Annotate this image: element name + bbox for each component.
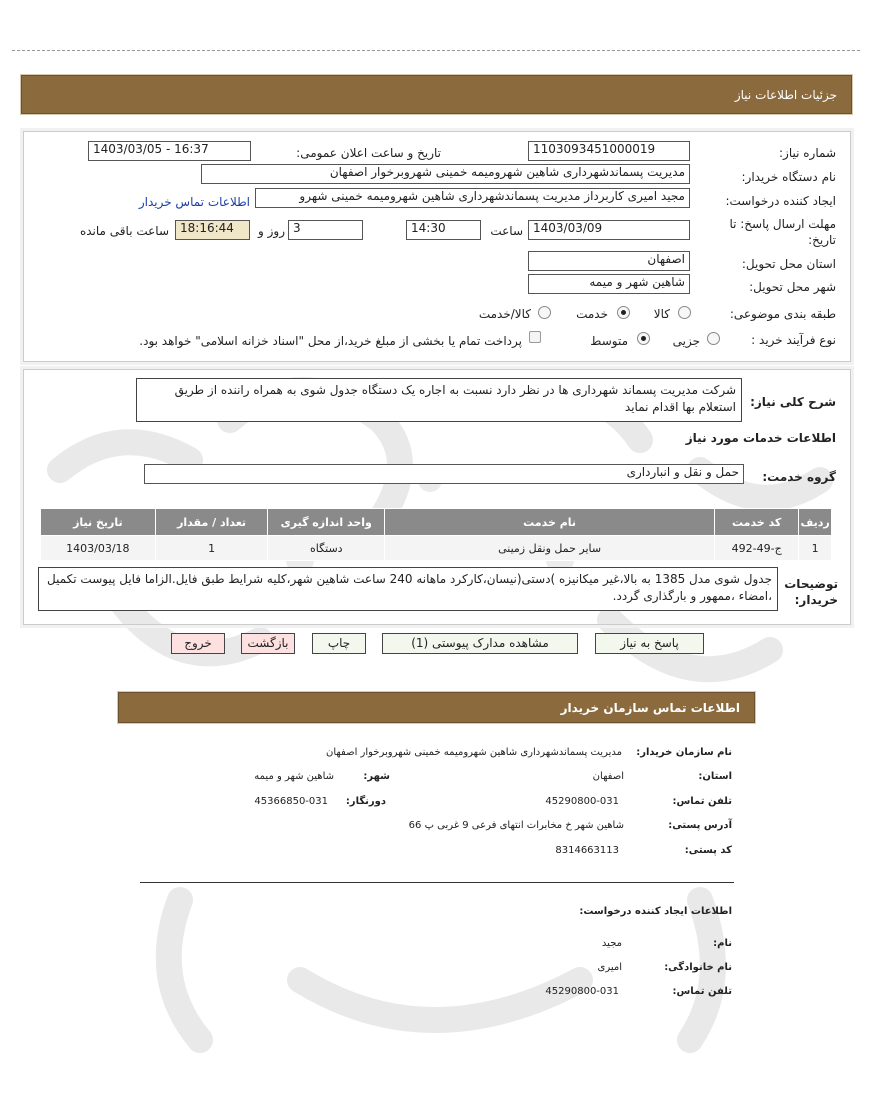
treasury-payment-checkbox[interactable] [529,331,541,343]
days-label: روز و [258,224,285,238]
deadline-time-label: ساعت [490,224,523,238]
service-group-label: گروه خدمت: [762,470,836,484]
requester-phone: 45290800-031 [545,986,619,997]
category-label: طبقه بندی موضوعی: [729,307,836,321]
col-header-quantity: تعداد / مقدار [155,509,268,536]
back-button[interactable]: بازگشت [241,633,295,654]
contact-city: شاهین شهر و میمه [254,771,334,782]
category-option-goods-service: کالا/خدمت [478,307,531,321]
remaining-label: ساعت باقی مانده [79,224,169,238]
print-button[interactable]: چاپ [312,633,366,654]
contact-fax-label: دورنگار: [345,796,386,807]
general-desc-box: شرکت مدیریت پسماند شهرداری ها در نظر دارد نسبت به اجاره یک دستگاه جدول شوی به همراه راننده از طریق استعلام بها اقدام نماید [136,378,742,422]
process-option-minor: جزیی [672,334,700,348]
need-number-label: شماره نیاز: [779,146,836,160]
category-radio-goods-service[interactable] [538,306,551,319]
contact-org: مدیریت پسماندشهرداری شاهین شهرومیمه خمینی شهروبرخوار اصفهان [326,747,622,758]
contact-address-label: آدرس پستی: [668,820,732,831]
requester-last-name-label: نام خانوادگی: [664,962,732,973]
announce-label: تاریخ و ساعت اعلان عمومی: [296,146,441,160]
requester-first-name-label: نام: [713,938,732,949]
contact-postal: 8314663113 [555,845,619,856]
cell-quantity: 1 [155,536,268,561]
buyer-notes-label: توضیحات خریدار: [784,577,838,607]
contact-city-label: شهر: [363,771,390,782]
general-desc-label: شرح کلی نیاز: [750,395,836,409]
services-heading: اطلاعات خدمات مورد نیاز [685,431,836,445]
process-option-medium: متوسط [590,334,628,348]
service-group-field: حمل و نقل و انبارداری [144,464,744,484]
cell-service-code: ج-49-492 [715,536,799,561]
category-radio-goods[interactable] [678,306,691,319]
process-radio-minor[interactable] [707,332,720,345]
attachments-button[interactable]: مشاهده مدارک پیوستی (1) [382,633,578,654]
requester-phone-label: تلفن تماس: [672,986,732,997]
requester-info-heading: اطلاعات ایجاد کننده درخواست: [579,906,732,917]
days-field: 3 [288,220,363,240]
buyer-org-label: نام دستگاه خریدار: [741,170,836,184]
col-header-service-name: نام خدمت [385,509,715,536]
process-radio-medium[interactable] [637,332,650,345]
cell-service-name: سایر حمل ونقل زمینی [385,536,715,561]
requester-first-name: مجید [601,938,622,949]
contact-divider [140,882,734,883]
cell-row-number: 1 [799,536,832,561]
contact-heading: اطلاعات تماس سازمان خریدار [560,700,740,715]
province-label: استان محل تحویل: [741,257,836,271]
contact-org-label: نام سازمان خریدار: [636,747,732,758]
col-header-service-code: کد خدمت [715,509,799,536]
contact-postal-label: کد پستی: [684,845,732,856]
page-title: جزئیات اطلاعات نیاز [734,87,837,102]
city-label: شهر محل تحویل: [749,280,836,294]
treasury-payment-note: پرداخت تمام یا بخشی از مبلغ خرید،از محل "اسناد خزانه اسلامی" خواهد بود. [139,334,522,348]
announce-field: 1403/03/05 - 16:37 [88,141,251,161]
requester-last-name: امیری [597,962,622,973]
buyer-org-field: مدیریت پسماندشهرداری شاهین شهرومیمه خمینی شهروبرخوار اصفهان [201,164,690,184]
city-field: شاهین شهر و میمه [528,274,690,294]
col-header-unit: واحد اندازه گیری [268,509,385,536]
contact-address: شاهین شهر خ مخابرات انتهای فرعی 9 غربی پ 66 [408,820,624,831]
page-header [21,75,852,114]
category-option-goods: کالا [653,307,670,321]
process-label: نوع فرآیند خرید : [751,333,836,347]
buyer-notes-box: جدول شوی مدل 1385 به بالا،غیر میکانیزه )دستی(نیسان،کارکرد ماهانه 240 ساعت شاهین شهر،کلیه شرایط طبق فایل.الزاما فایل پیوست تکمیل ،امضاء ،ممهور و بارگذاری گردد. [38,567,778,611]
requester-label: ایجاد کننده درخواست: [725,194,836,208]
requester-field: مجید امیری کاربرداز مدیریت پسماندشهرداری شاهین شهرومیمه خمینی شهرو [255,188,690,208]
category-radio-service[interactable] [617,306,630,319]
contact-header [118,692,755,723]
reply-button[interactable]: پاسخ به نیاز [595,633,704,654]
cell-need-date: 1403/03/18 [41,536,156,561]
deadline-time-field: 14:30 [406,220,481,240]
contact-province: اصفهان [592,771,624,782]
cell-unit: دستگاه [268,536,385,561]
contact-phone: 45290800-031 [545,796,619,807]
table-row [41,536,832,561]
col-header-row-number: ردیف [799,509,832,536]
remaining-time-field: 18:16:44 [175,220,250,240]
top-divider [12,50,860,51]
deadline-date-field: 1403/03/09 [528,220,690,240]
exit-button[interactable]: خروج [171,633,225,654]
need-number-field: 1103093451000019 [528,141,690,161]
table-header-row [41,509,832,536]
contact-fax: 45366850-031 [254,796,328,807]
contact-province-label: استان: [698,771,732,782]
services-table [40,508,832,561]
contact-phone-label: تلفن تماس: [672,796,732,807]
col-header-need-date: تاریخ نیاز [41,509,156,536]
category-option-service: خدمت [576,307,608,321]
buyer-contact-link[interactable]: اطلاعات تماس خریدار [138,195,250,209]
province-field: اصفهان [528,251,690,271]
deadline-label: مهلت ارسال پاسخ: تا تاریخ: [729,217,836,247]
